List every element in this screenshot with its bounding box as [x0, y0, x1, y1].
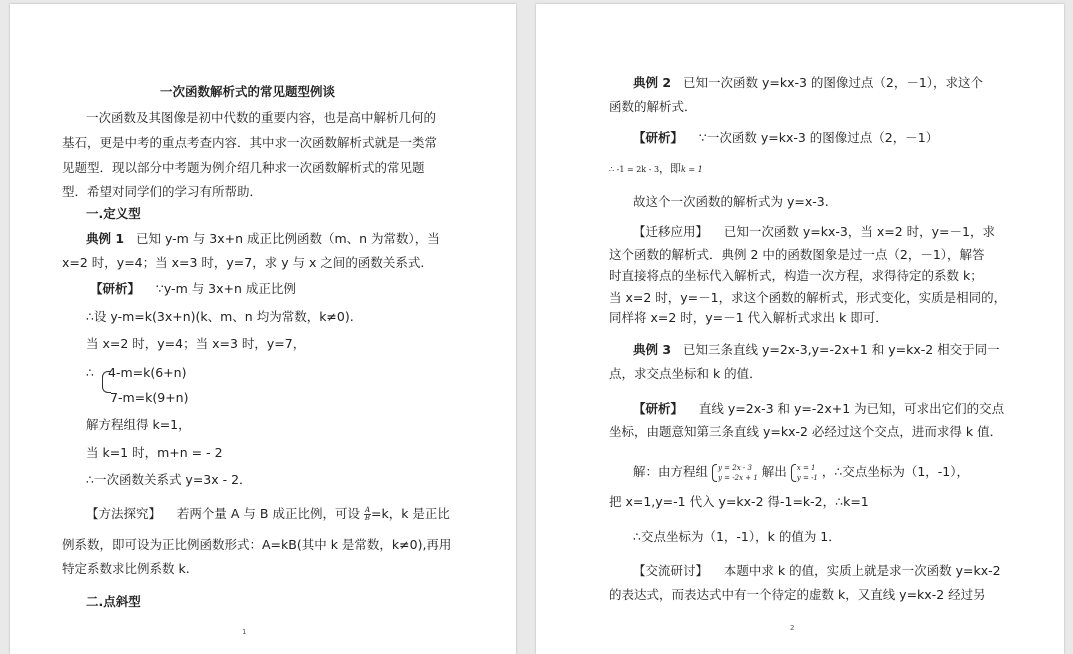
- small-equation-line: [609, 160, 703, 178]
- example-3-text: 已知三条直线 y=2x-3,y=-2x+1 和 y=kx-2 相交于同一: [682, 342, 1000, 357]
- method-line-3: 特定系数求比例系数 k.: [62, 561, 190, 576]
- transfer-label: 【迁移应用】: [633, 224, 709, 239]
- transfer-line-1: [633, 224, 995, 240]
- equation-system-1: [712, 463, 758, 483]
- intro-line-3: 见题型．现以部分中考题为例介绍几种求一次函数解析式的常见题: [62, 160, 425, 175]
- fraction-denominator: B: [364, 514, 371, 522]
- equation-1: 4-m=k(6+n): [108, 365, 187, 380]
- method-line-1: [86, 506, 450, 522]
- system-2-eq-a: x = 1: [796, 463, 816, 472]
- intro-line-2: 基石，更是中考的重点考查内容．其中求一次函数解析式就是一类常: [62, 135, 438, 150]
- example-1-label: 典例 1: [86, 231, 125, 246]
- analysis-2-label: 【研析】: [633, 130, 684, 145]
- discuss-line-2: 的表达式，而表达式中有一个待定的虚数 k，又直线 y=kx-2 经过另: [609, 587, 986, 602]
- solution-line: [633, 460, 969, 484]
- page-number-2: 2: [790, 624, 795, 632]
- method-label: 【方法探究】: [86, 506, 162, 521]
- example-3-label: 典例 3: [633, 342, 672, 357]
- document-page-1: [10, 4, 516, 654]
- system-1-eq-a: y = 2x - 3: [718, 463, 752, 472]
- fraction-a-over-b: [364, 507, 371, 522]
- example-2-line-2: 函数的解析式．: [609, 99, 697, 114]
- transfer-line-4: 当 x=2 时，y=－1，求这个函数的解析式，形式变化，实质是相同的，: [609, 290, 1007, 305]
- method-text-1: 若两个量 A 与 B 成正比例，可设: [176, 506, 360, 521]
- discuss-text-1: 本题中求 k 的值，实质上就是求一次函数 y=kx-2: [723, 563, 1001, 578]
- analysis-3-line-2: 坐标，由题意知第三条直线 y=kx-2 必经过这个交点，进而求得 k 值．: [609, 424, 1003, 439]
- small-equation-1: ∴ -1 = 2k - 3: [609, 165, 660, 174]
- intro-line-1: 一次函数及其图像是初中代数的重要内容，也是高中解析几何的: [86, 110, 437, 125]
- solution-prefix: 解：由方程组: [633, 464, 709, 479]
- equation-2: 7-m=k(9+n): [110, 390, 189, 405]
- doc-title: 一次函数解析式的常见题型例谈: [160, 84, 336, 99]
- intro-line-4: 型．希望对同学们的学习有所帮助．: [62, 184, 263, 199]
- step-substitute: 把 x=1,y=-1 代入 y=kx-2 得-1=k-2，∴k=1: [609, 494, 869, 509]
- analysis-3-label: 【研析】: [633, 401, 684, 416]
- analysis-2: [633, 130, 938, 146]
- example-2-line-1: [633, 75, 983, 91]
- analysis-2-text: ∵一次函数 y=kx-3 的图像过点（2，－1）: [698, 130, 939, 145]
- conclusion-2: 故这个一次函数的解析式为 y=x-3.: [633, 194, 829, 209]
- example-1-text: 已知 y-m 与 3x+n 成正比例函数（m、n 为常数），当: [135, 231, 440, 246]
- example-2-text: 已知一次函数 y=kx-3 的图像过点（2，－1），求这个: [682, 75, 984, 90]
- analysis-3-text: 直线 y=2x-3 和 y=-2x+1 为已知，可求出它们的交点: [698, 401, 1005, 416]
- analysis-1-label: 【研析】: [90, 281, 141, 296]
- example-3-line-2: 点，求交点坐标和 k 的值．: [609, 366, 762, 381]
- small-equation-2: k = 1: [681, 165, 703, 174]
- transfer-line-5: 同样将 x=2 时，y=－1 代入解析式求出 k 即可．: [609, 310, 888, 325]
- step-4: 当 k=1 时，m+n = - 2: [86, 445, 223, 460]
- small-equation-mid: ，即: [659, 162, 682, 175]
- example-1-line-2: x=2 时，y=4；当 x=3 时，y=7，求 y 与 x 之间的函数关系式.: [62, 255, 425, 270]
- transfer-line-3: 时直接将点的坐标代入解析式，构造一次方程，求得待定的系数 k；: [609, 268, 983, 283]
- solution-suffix: ，∴交点坐标为（1，-1），: [821, 464, 969, 479]
- discuss-label: 【交流研讨】: [633, 563, 709, 578]
- document-page-2: [536, 4, 1064, 654]
- analysis-3: [633, 401, 1004, 417]
- step-3: 解方程组得 k=1，: [86, 417, 191, 432]
- transfer-line-2: 这个函数的解析式．典例 2 中的函数图象是过一点（2，－1），解答: [609, 247, 985, 262]
- step-1: ∴设 y-m=k(3x+n)(k、m、n 均为常数，k≠0).: [86, 309, 354, 324]
- method-text-1b: =k，k 是正比: [371, 506, 450, 521]
- system-2-eq-b: y = -1: [796, 473, 818, 482]
- page-number-1: 1: [242, 628, 247, 636]
- discuss-line-1: [633, 563, 1001, 579]
- section-heading-2: 二.点斜型: [86, 594, 141, 609]
- example-1-line-1: [86, 231, 440, 247]
- example-3-line-1: [633, 342, 1000, 358]
- example-2-label: 典例 2: [633, 75, 672, 90]
- step-result: ∴交点坐标为（1，-1），k 的值为 1．: [633, 529, 841, 544]
- fraction-numerator: A: [364, 506, 370, 514]
- step-2: 当 x=2 时，y=4；当 x=3 时，y=7，: [86, 336, 306, 351]
- analysis-1: [90, 281, 296, 297]
- therefore-symbol: ∴: [86, 365, 94, 380]
- step-5: ∴一次函数关系式 y=3x - 2．: [86, 472, 252, 487]
- section-heading-1: 一.定义型: [86, 206, 141, 221]
- equation-system-2: [791, 463, 818, 483]
- transfer-text-1: 已知一次函数 y=kx-3，当 x=2 时，y=－1，求: [723, 224, 995, 239]
- analysis-1-text: ∵y-m 与 3x+n 成正比例: [155, 281, 296, 296]
- system-1-eq-b: y = -2x + 1: [718, 473, 758, 482]
- method-line-2: 例系数，即可设为正比例函数形式：A=kB(其中 k 是常数，k≠0),再用: [62, 537, 452, 552]
- solution-mid: 解出: [761, 464, 787, 479]
